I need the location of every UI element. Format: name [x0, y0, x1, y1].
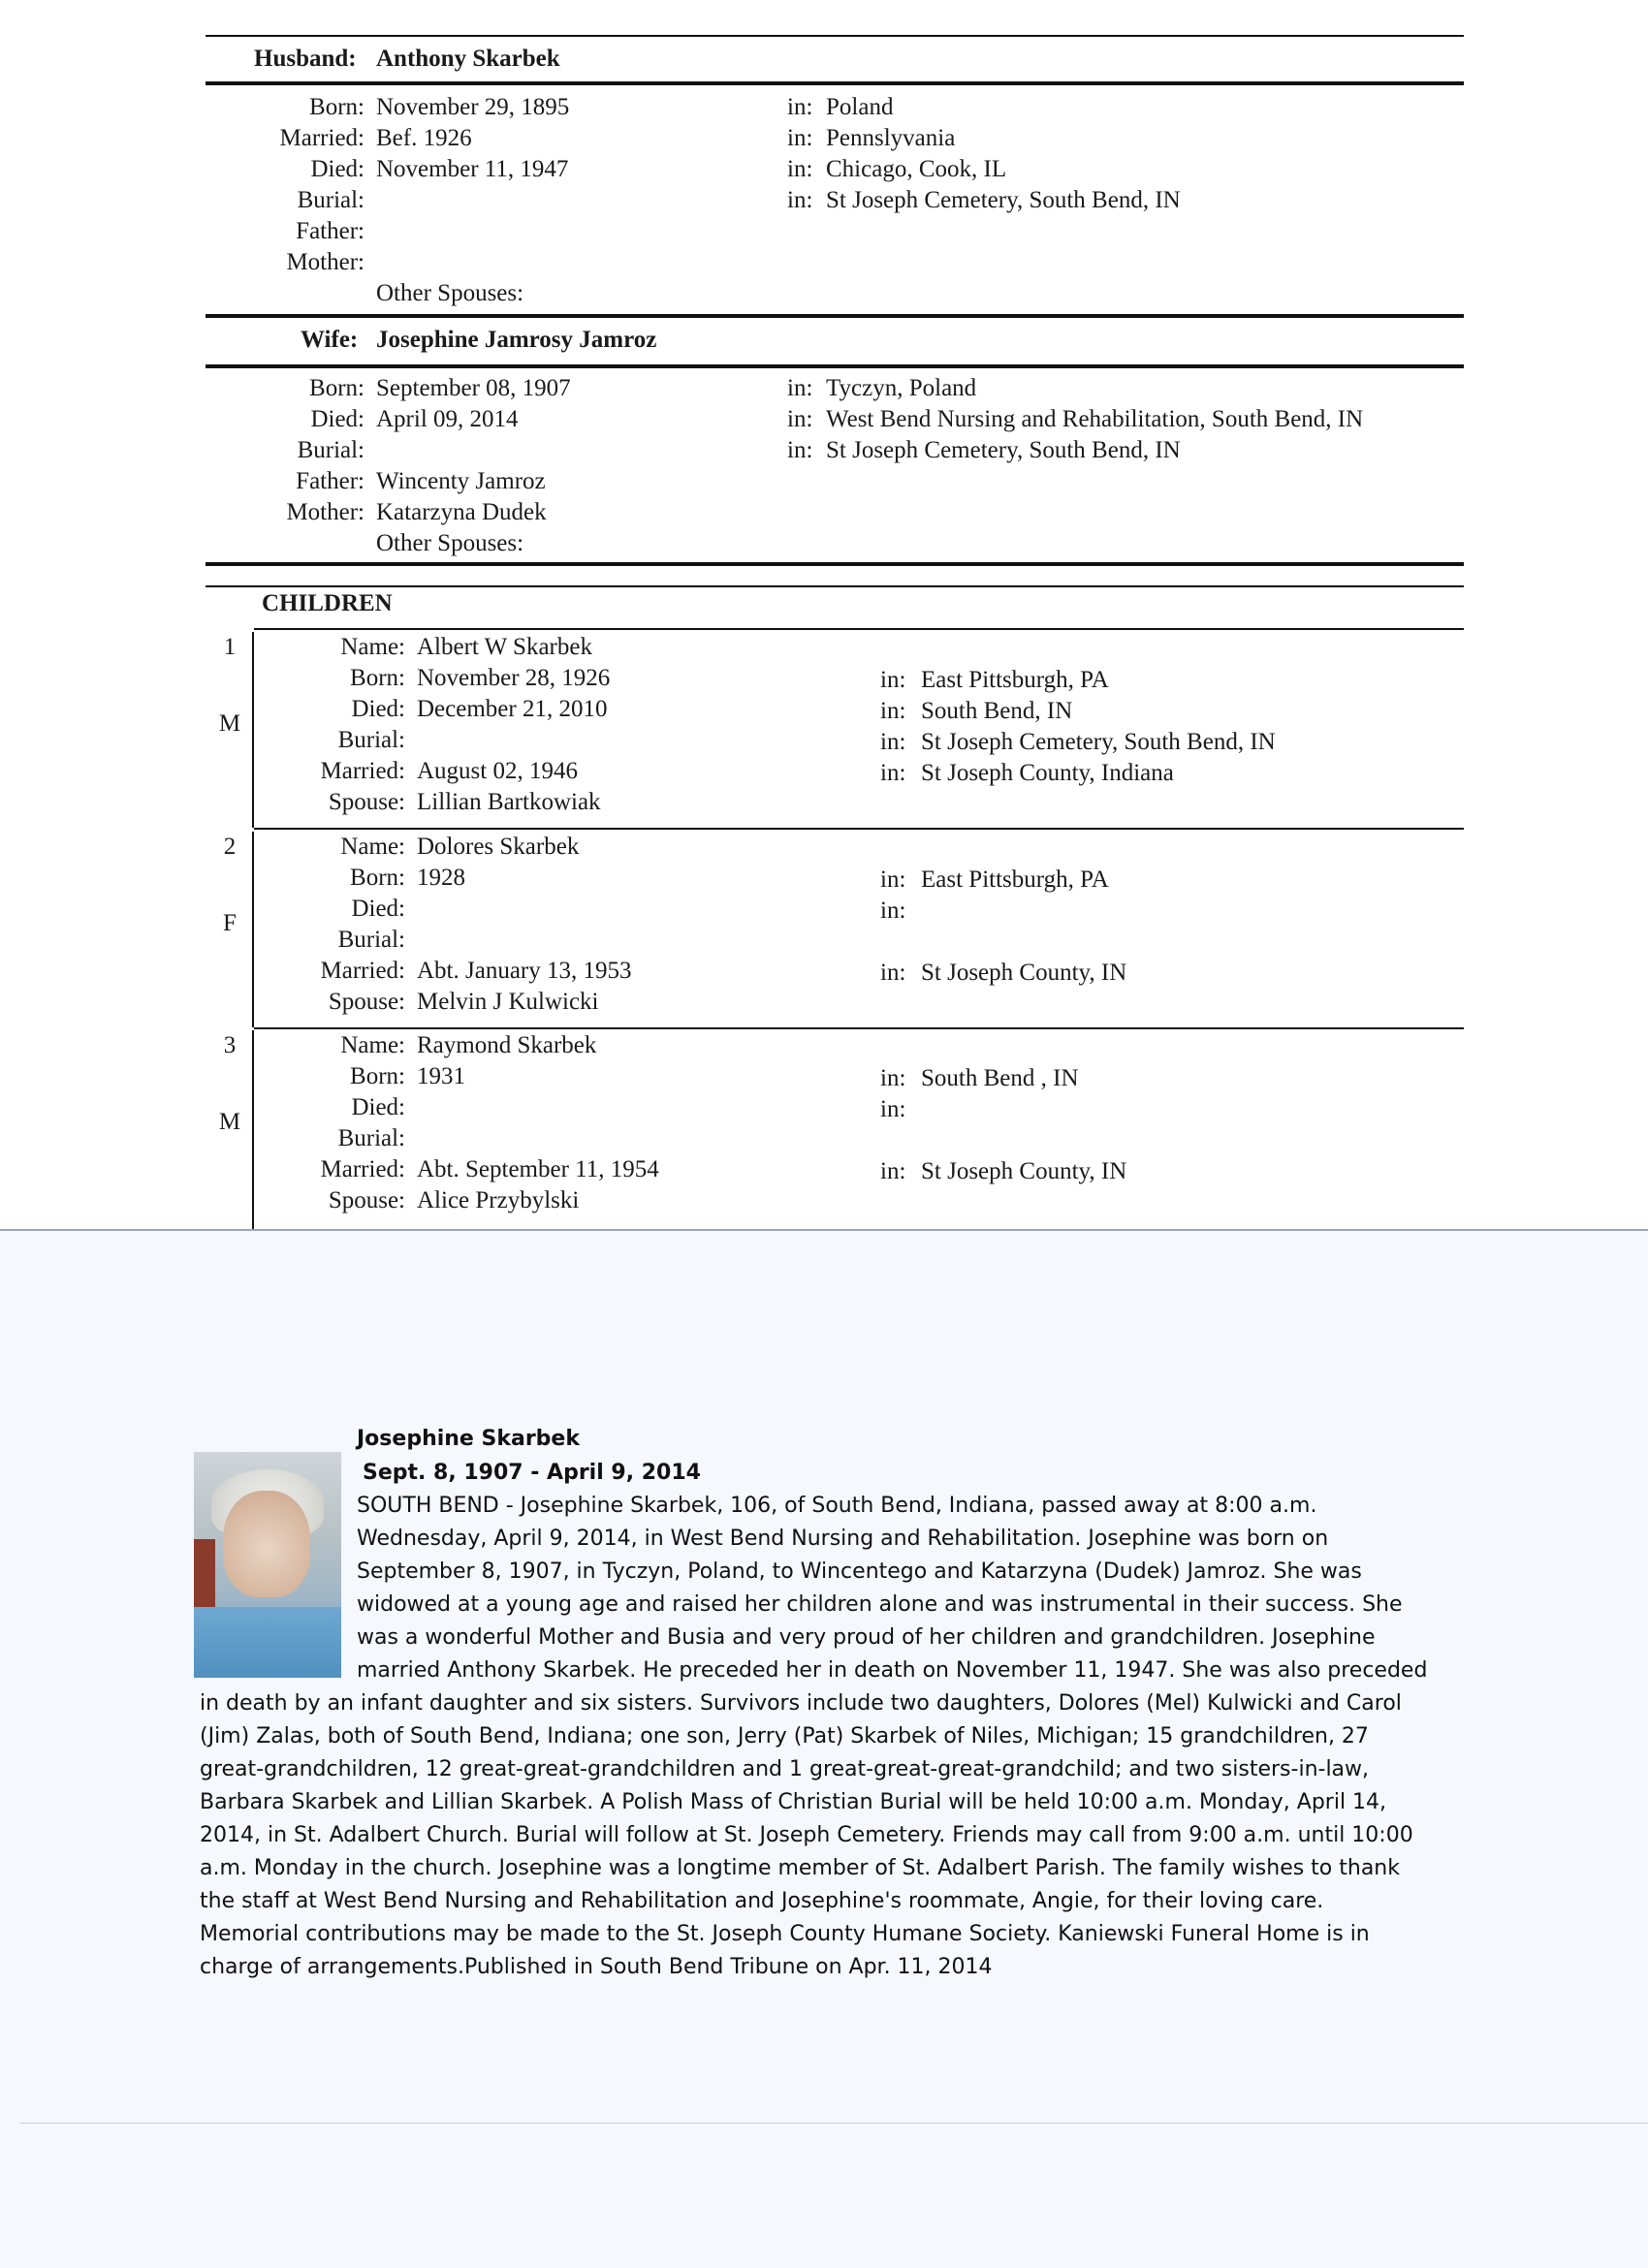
child-field-label: Name: [340, 1032, 405, 1058]
obituary-line: in death by an infant daughter and six sisters. Survivors include two daughters, Dolores (Mel) Kulwicki and Carol [200, 1691, 1402, 1716]
wife-other-spouses: Other Spouses: [376, 530, 524, 556]
wife-field-value: Wincenty Jamroz [376, 468, 546, 494]
in-label: in: [787, 125, 813, 151]
wife-place: Tyczyn, Poland [826, 375, 977, 401]
child-field-value: Abt. January 13, 1953 [417, 958, 632, 984]
obituary-dates: Sept. 8, 1907 - April 9, 2014 [363, 1461, 701, 1485]
child-field-value: Alice Przybylski [417, 1187, 580, 1213]
in-label: in: [880, 667, 906, 693]
husband-place: Pennslyvania [826, 125, 956, 151]
child-field-value: 1931 [417, 1063, 465, 1089]
obituary-line: Barbara Skarbek and Lillian Skarbek. A Polish Mass of Christian Burial will be held 10:00 a.m. Monday, April 14, [200, 1790, 1387, 1814]
child-separator-rule [254, 1027, 1464, 1029]
child-field-label: Died: [351, 1094, 405, 1120]
obituary-line: charge of arrangements.Published in South Bend Tribune on Apr. 11, 2014 [200, 1955, 993, 1979]
children-header: CHILDREN [262, 590, 393, 616]
child-field-label: Born: [350, 1063, 405, 1089]
husband-field-value: Bef. 1926 [376, 125, 472, 151]
in-label: in: [787, 94, 813, 120]
wife-top-rule [206, 314, 1464, 318]
children-top-rule [206, 562, 1464, 566]
husband-field-label: Burial: [297, 187, 364, 213]
in-label: in: [880, 898, 906, 924]
obituary-line: married Anthony Skarbek. He preceded her in death on November 11, 1947. She was also preceded [357, 1658, 1428, 1683]
in-label: in: [880, 1158, 906, 1184]
wife-header-rule [206, 364, 1464, 368]
child-place: South Bend , IN [921, 1065, 1079, 1091]
obituary-line: Memorial contributions may be made to the St. Joseph County Humane Society. Kaniewski Funeral Home is in [200, 1922, 1370, 1946]
in-label: in: [880, 760, 906, 786]
husband-field-label: Married: [279, 125, 364, 151]
child-field-label: Burial: [337, 727, 405, 753]
in-label: in: [880, 729, 906, 755]
husband-other-spouses: Other Spouses: [376, 280, 524, 306]
in-label: in: [787, 406, 813, 432]
child-number: 1 [223, 634, 237, 660]
husband-field-label: Died: [310, 156, 364, 182]
child-field-label: Married: [320, 1156, 405, 1182]
child-field-label: Burial: [337, 927, 405, 953]
in-label: in: [787, 187, 813, 213]
obituary-name: Josephine Skarbek [357, 1427, 580, 1451]
wife-field-label: Burial: [297, 437, 364, 463]
child-place: St Joseph County, IN [921, 960, 1127, 986]
husband-field-label: Mother: [286, 249, 364, 275]
in-label: in: [880, 1096, 906, 1122]
child-field-label: Married: [320, 958, 405, 984]
husband-label: Husband: [254, 46, 357, 72]
wife-field-value: September 08, 1907 [376, 375, 571, 401]
wife-name: Josephine Jamrosy Jamroz [376, 327, 657, 353]
child-place: St Joseph County, IN [921, 1158, 1127, 1184]
husband-place: Poland [826, 94, 894, 120]
wife-place: West Bend Nursing and Rehabilitation, South Bend, IN [826, 406, 1364, 432]
obituary-line: was a wonderful Mother and Busia and very proud of her children and grandchildren. Josephine [357, 1625, 1376, 1650]
child-field-value: Lillian Bartkowiak [417, 789, 601, 815]
child-column-divider [252, 832, 254, 1027]
child-sex: F [223, 910, 237, 936]
child-field-label: Name: [340, 634, 405, 660]
husband-field-value: November 11, 1947 [376, 156, 569, 182]
husband-place: St Joseph Cemetery, South Bend, IN [826, 187, 1181, 213]
husband-name: Anthony Skarbek [376, 46, 560, 72]
obituary-line: Wednesday, April 9, 2014, in West Bend Nursing and Rehabilitation. Josephine was born on [357, 1527, 1329, 1551]
child-field-label: Burial: [337, 1125, 405, 1151]
wife-field-value: April 09, 2014 [376, 406, 519, 432]
child-field-value: 1928 [417, 865, 465, 891]
in-label: in: [880, 1065, 906, 1091]
child-field-label: Married: [320, 758, 405, 784]
wife-field-label: Born: [309, 375, 364, 401]
child-separator-rule [254, 828, 1464, 830]
obituary-line: widowed at a young age and raised her children alone and was instrumental in their success. She [357, 1592, 1403, 1617]
in-label: in: [787, 375, 813, 401]
child-field-value: Raymond Skarbek [417, 1032, 597, 1058]
child-field-value: Albert W Skarbek [417, 634, 592, 660]
child-place: St Joseph County, Indiana [921, 760, 1174, 786]
child-column-divider [252, 632, 254, 828]
obituary-line: great-grandchildren, 12 great-great-grandchildren and 1 great-great-great-grandchild; and two sisters-in-law, [200, 1757, 1370, 1781]
child-sex: M [218, 710, 241, 737]
top-rule [206, 35, 1464, 37]
child-field-label: Spouse: [328, 989, 405, 1015]
child-place: St Joseph Cemetery, South Bend, IN [921, 729, 1276, 755]
wife-label: Wife: [301, 327, 359, 353]
in-label: in: [787, 437, 813, 463]
obituary-line: September 8, 1907, in Tyczyn, Poland, to Wincentego and Katarzyna (Dudek) Jamroz. She was [357, 1559, 1362, 1584]
wife-field-value: Katarzyna Dudek [376, 499, 547, 525]
in-label: in: [880, 960, 906, 986]
in-label: in: [880, 866, 906, 893]
child-field-value: December 21, 2010 [417, 696, 608, 722]
child-field-label: Spouse: [328, 789, 405, 815]
obituary-line: a.m. Monday in the church. Josephine was a longtime member of St. Adalbert Parish. The family wishes to thank [200, 1856, 1400, 1880]
obituary-portrait-photo [194, 1452, 341, 1678]
obituary-line: (Jim) Zalas, both of South Bend, Indiana; one son, Jerry (Pat) Skarbek of Niles, Michigan; 15 grandchildren, 27 [200, 1724, 1369, 1748]
husband-place: Chicago, Cook, IL [826, 156, 1007, 182]
children-header-top-rule [206, 585, 1464, 587]
husband-field-label: Born: [309, 94, 364, 120]
child-sex: M [218, 1109, 241, 1135]
child-field-value: Abt. September 11, 1954 [417, 1156, 659, 1182]
child-number: 3 [223, 1032, 237, 1058]
wife-place: St Joseph Cemetery, South Bend, IN [826, 437, 1181, 463]
wife-field-label: Died: [310, 406, 364, 432]
child-place: East Pittsburgh, PA [921, 866, 1109, 893]
child-field-label: Born: [350, 865, 405, 891]
child-field-value: November 28, 1926 [417, 665, 611, 691]
husband-field-value: November 29, 1895 [376, 94, 570, 120]
husband-field-label: Father: [296, 218, 364, 244]
child-field-value: Melvin J Kulwicki [417, 989, 599, 1015]
obituary-line: 2014, in St. Adalbert Church. Burial will follow at St. Joseph Cemetery. Friends may call from 9:00 a.m. until 10:00 [200, 1823, 1413, 1847]
child-field-label: Died: [351, 696, 405, 722]
child-field-label: Died: [351, 896, 405, 922]
wife-field-label: Father: [296, 468, 364, 494]
in-label: in: [787, 156, 813, 182]
child-field-value: Dolores Skarbek [417, 834, 580, 860]
child-column-divider [252, 1030, 254, 1229]
paper-edge [19, 2123, 1648, 2124]
child-place: East Pittsburgh, PA [921, 667, 1109, 693]
in-label: in: [880, 698, 906, 724]
obituary-line: the staff at West Bend Nursing and Rehabilitation and Josephine's roommate, Angie, for their loving care. [200, 1889, 1324, 1913]
child-number: 2 [223, 834, 237, 860]
obituary-line: SOUTH BEND - Josephine Skarbek, 106, of South Bend, Indiana, passed away at 8:00 a.m. [357, 1494, 1317, 1518]
child-field-label: Spouse: [328, 1187, 405, 1213]
child-field-label: Name: [340, 834, 405, 860]
child-field-label: Born: [350, 665, 405, 691]
child-place: South Bend, IN [921, 698, 1073, 724]
child-field-value: August 02, 1946 [417, 758, 578, 784]
husband-header-rule [206, 81, 1464, 85]
wife-field-label: Mother: [286, 499, 364, 525]
children-header-bottom-rule [254, 628, 1464, 630]
